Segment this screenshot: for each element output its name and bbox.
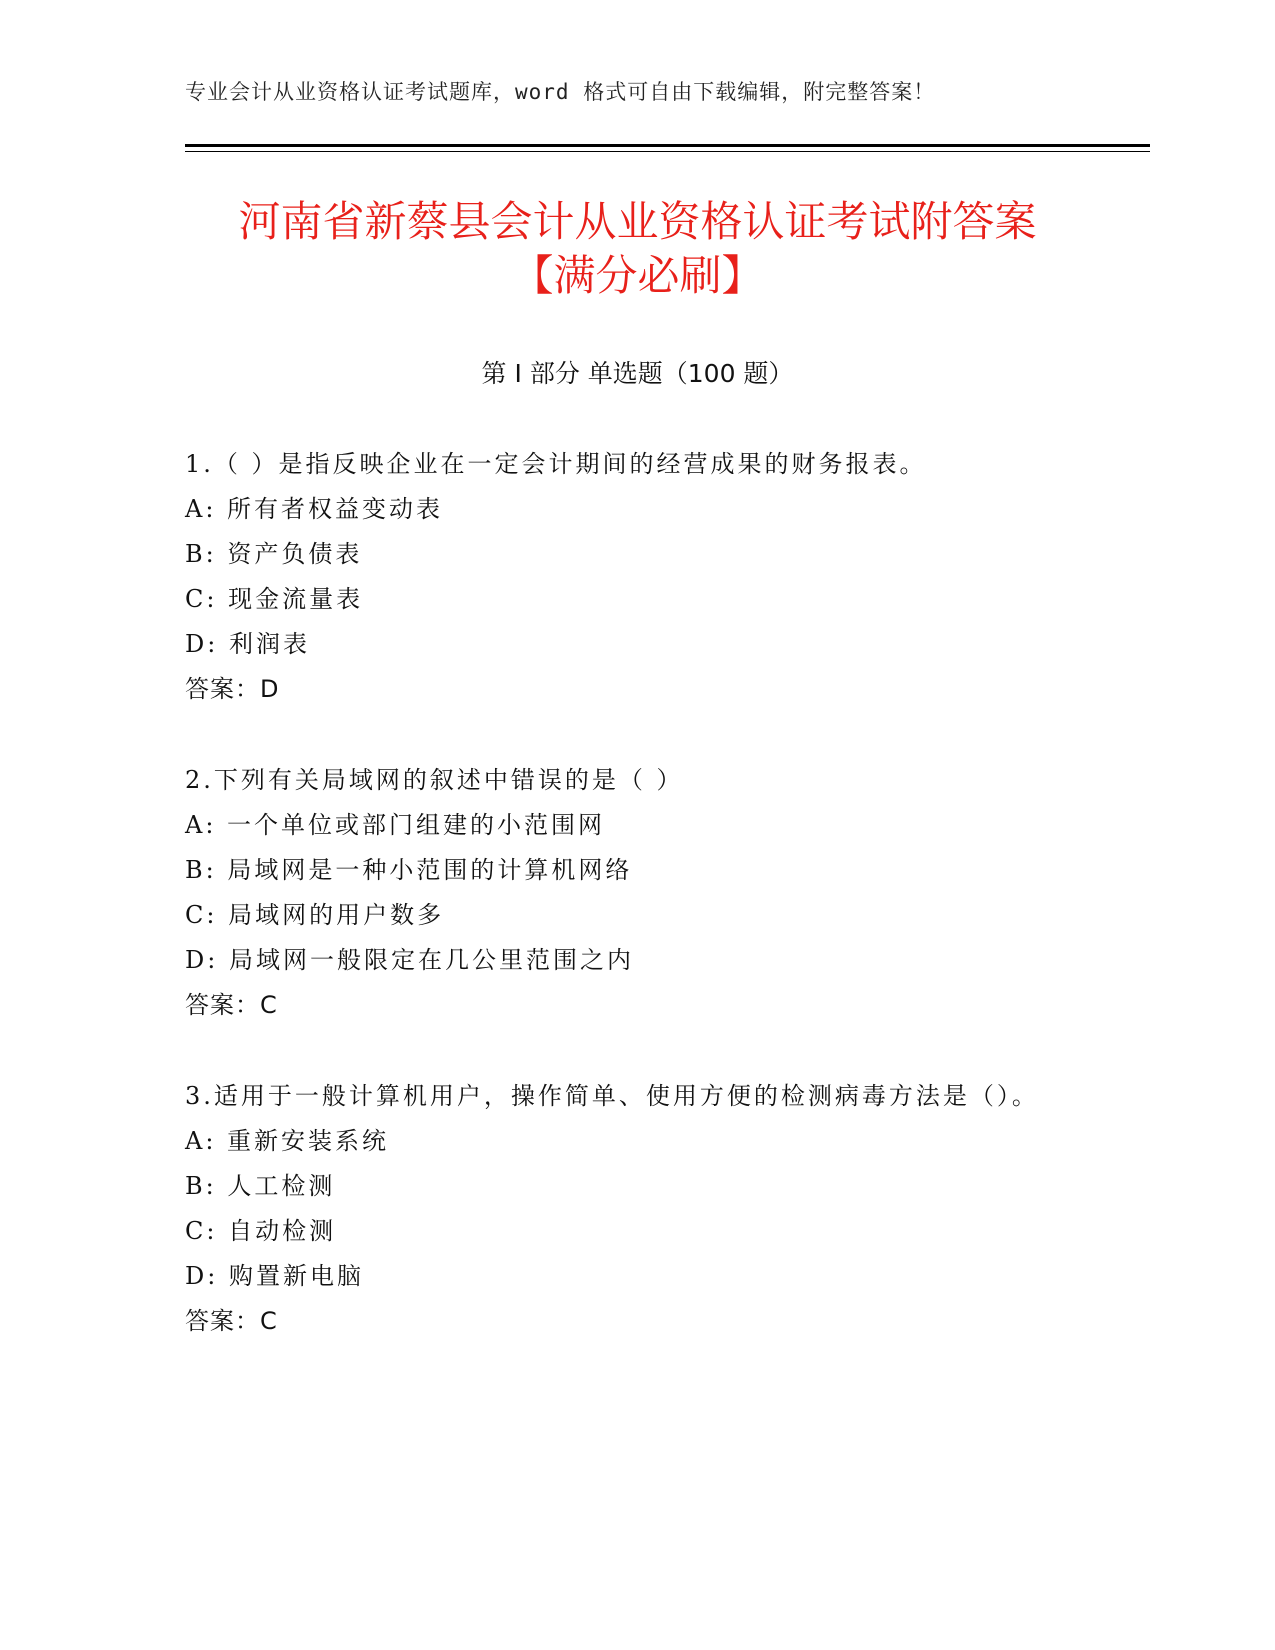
option-c: C: 局域网的用户数多 — [185, 901, 445, 929]
option-d: D: 局域网一般限定在几公里范围之内 — [185, 946, 634, 974]
answer: 答案：C — [185, 991, 278, 1019]
header-rule-thick — [185, 144, 1150, 147]
option-d: D: 利润表 — [185, 630, 310, 658]
question-stem: 3.适用于一般计算机用户，操作简单、使用方便的检测病毒方法是（）。 — [185, 1082, 1039, 1110]
question-stem: 2.下列有关局域网的叙述中错误的是（ ） — [185, 766, 684, 794]
option-a: A: 一个单位或部门组建的小范围网 — [185, 811, 606, 839]
option-b: B: 人工检测 — [185, 1172, 336, 1200]
answer: 答案：D — [185, 675, 280, 703]
option-c: C: 现金流量表 — [185, 585, 364, 613]
header-rule-thin — [185, 151, 1150, 152]
question-3 — [185, 1074, 1085, 1344]
document-title-line1: 河南省新蔡县会计从业资格认证考试附答案 — [238, 197, 1037, 246]
header-note: 专业会计从业资格认证考试题库，word 格式可自由下载编辑，附完整答案！ — [185, 80, 936, 104]
document-title — [150, 195, 1125, 303]
section-title: 第 I 部分 单选题（100 题） — [481, 359, 794, 388]
question-1 — [185, 442, 1085, 712]
answer: 答案：C — [185, 1307, 278, 1335]
document-title-line2: 【满分必刷】 — [511, 251, 764, 300]
question-stem: 1.（ ）是指反映企业在一定会计期间的经营成果的财务报表。 — [185, 450, 927, 478]
option-b: B: 资产负债表 — [185, 540, 363, 568]
question-list — [185, 442, 1085, 1390]
option-a: A: 所有者权益变动表 — [185, 495, 444, 523]
question-2 — [185, 758, 1085, 1028]
option-a: A: 重新安装系统 — [185, 1127, 390, 1155]
option-d: D: 购置新电脑 — [185, 1262, 364, 1290]
option-b: B: 局域网是一种小范围的计算机网络 — [185, 856, 633, 884]
option-c: C: 自动检测 — [185, 1217, 337, 1245]
